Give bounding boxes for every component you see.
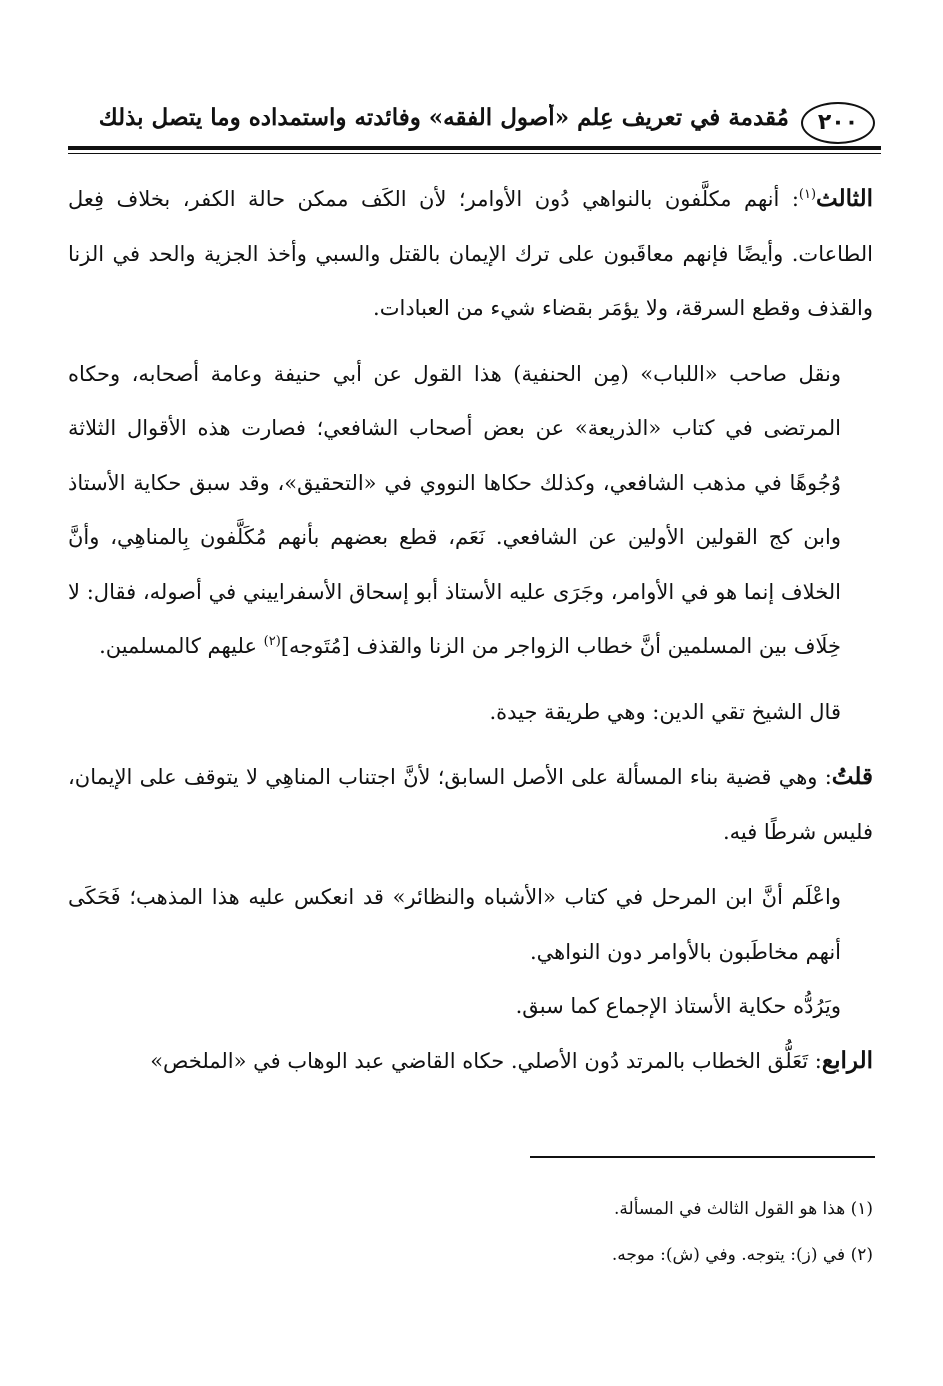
paragraph-text: واعْلَم أنَّ ابن المرحل في كتاب «الأشباه والنظائر» قد انعكس عليه هذا المذهب؛ فَحَكَى أنهم مخاطَبون بالأوامر دون النواهي. (68, 885, 841, 964)
paragraph-text: ونقل صاحب «اللباب» (مِن الحنفية) هذا القول عن أبي حنيفة وعامة أصحابه، وحكاه المرتضى في كتاب «الذريعة» عن بعض أصحاب الشافعي؛ فصارت هذه الأقوال الثلاثة وُجُوهًا في مذهب الشافعي، وكذلك حكاها النووي في «التحقيق»، وقد سبق حكاية الأستاذ وابن كج القولين الأولين عن الشافعي. نَعَم، قطع بعضهم بأنهم مُكَلَّفون بِالمناهِي، وأنَّ الخلاف إنما هو في الأوامر، وجَرَى عليه الأستاذ أبو إسحاق الأسفراييني في أصوله، فقال: لا خِلَاف بين المسلمين أنَّ خطاب الزواجر من الزنا والقذف [مُتَوجه] (68, 361, 841, 658)
header-rule-thin (68, 153, 881, 154)
paragraph-text: : تَعَلُّق الخطاب بالمرتد دُون الأصلي. حكاه القاضي عبد الوهاب في «الملخص» (150, 1048, 822, 1073)
page-header (62, 98, 881, 148)
paragraph-lead: الرابع (821, 1046, 873, 1074)
paragraph-lead: الثالث (816, 185, 873, 212)
paragraph-fourth-opinion (68, 1034, 873, 1089)
paragraph-text: قال الشيخ تقي الدين: وهي طريقة جيدة. (489, 699, 841, 724)
page-number: ٢٠٠ (801, 102, 875, 144)
footnote-ref-1: (١) (798, 187, 817, 202)
footnote-separator (530, 1156, 875, 1158)
paragraph-text: : وهي قضية بناء المسألة على الأصل السابق؛ لأنَّ اجتناب المناهِي لا يتوقف على الإيمان، فليس شرطًا فيه. (68, 765, 873, 844)
paragraph-text-end: عليهم كالمسلمين. (99, 634, 264, 658)
main-text (68, 172, 873, 1088)
footnotes (68, 1186, 873, 1278)
paragraph-third-opinion (68, 172, 873, 336)
footnote-2: (٢) في (ز): يتوجه. وفي (ش): موجه. (611, 1245, 873, 1265)
paragraph-lead: قلتُ (831, 763, 873, 790)
paragraph-ibn-al-murahhal (68, 870, 873, 979)
paragraph-text: : أنهم مكلَّفون بالنواهي دُون الأوامر؛ لأن الكَف ممكن حالة الكفر، بخلاف فِعل الطاعات. وأيضًا فإنهم معاقَبون على ترك الإيمان بالقتل والسبي وأخذ الجزية والحد في الزنا والقذف وقطع السرقة، ولا يؤمَر بقضاء شيء من العبادات. (68, 187, 873, 320)
paragraph-lubab (68, 347, 873, 674)
paragraph-qultu (68, 750, 873, 859)
footnote-1: (١) هذا هو القول الثالث في المسألة. (614, 1199, 873, 1219)
paragraph-text: ويَرُدُّه حكاية الأستاذ الإجماع كما سبق. (515, 994, 841, 1018)
footnote-ref-2: (٢) (263, 634, 281, 649)
paragraph-refutation (68, 979, 873, 1034)
header-rule-thick (68, 146, 881, 150)
paragraph-taqi-al-din (68, 685, 873, 740)
running-title: مُقدمة في تعريف عِلم «أصول الفقه» وفائدته واستمداده وما يتصل بذلك (98, 104, 789, 131)
